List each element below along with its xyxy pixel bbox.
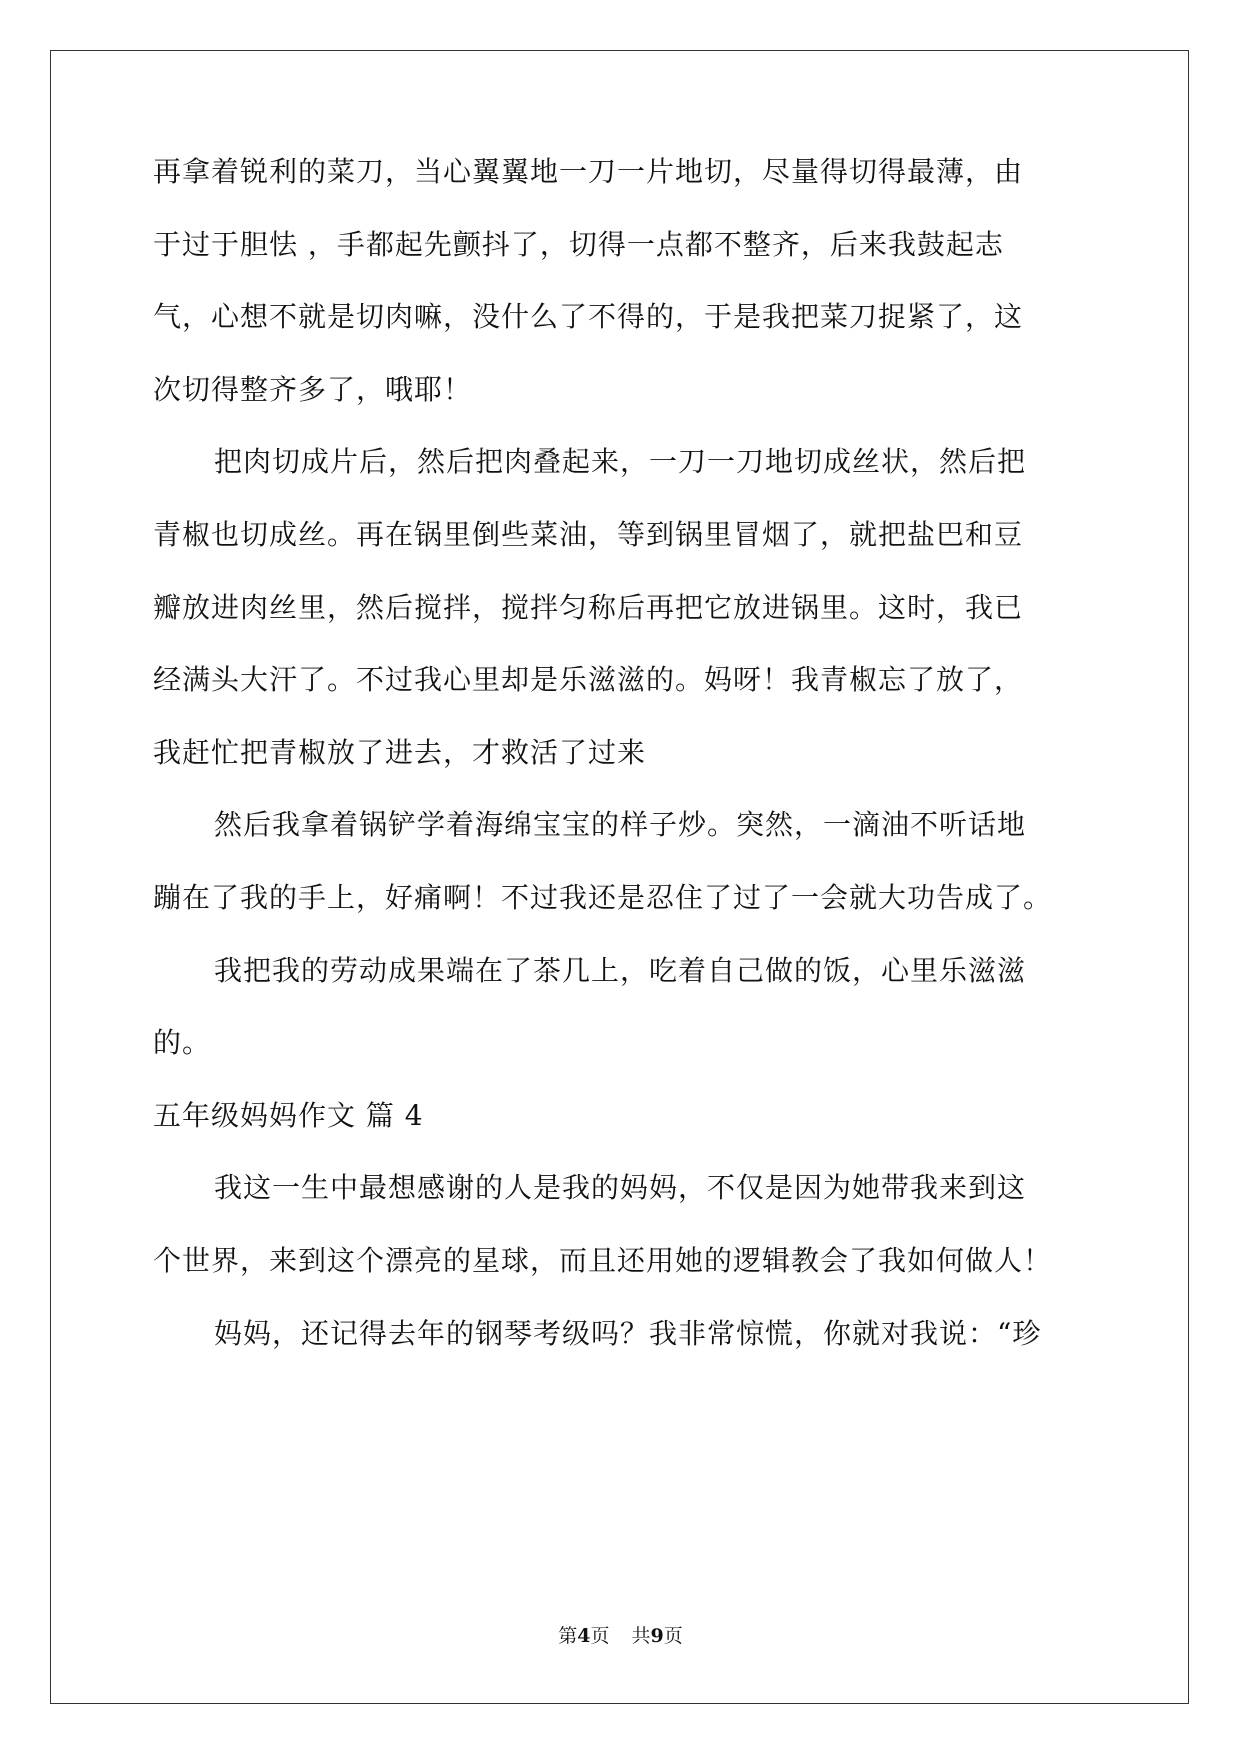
text-line: 我这一生中最想感谢的人是我的妈妈，不仅是因为她带我来到这 [214, 1171, 1027, 1205]
text-line: 气，心想不就是切肉嘛，没什么了不得的，于是我把菜刀捉紧了，这 [153, 300, 1024, 334]
text-line: 瓣放进肉丝里，然后搅拌，搅拌匀称后再把它放进锅里。这时，我已 [153, 590, 1024, 624]
text-line: 五年级妈妈作文 篇 4 [153, 1098, 424, 1132]
text-line: 把肉切成片后，然后把肉叠起来，一刀一刀地切成丝状，然后把 [214, 445, 1027, 479]
text-line: 妈妈，还记得去年的钢琴考级吗？我非常惊慌，你就对我说：“珍 [214, 1316, 1042, 1350]
text-line: 青椒也切成丝。再在锅里倒些菜油，等到锅里冒烟了，就把盐巴和豆 [153, 518, 1024, 551]
text-line: 经满头大汗了。不过我心里却是乐滋滋的。妈呀！我青椒忘了放了， [153, 663, 1024, 697]
text-line: 次切得整齐多了，哦耶！ [153, 372, 473, 406]
text-line: 我把我的劳动成果端在了茶几上，吃着自己做的饭，心里乐滋滋 [214, 953, 1027, 987]
text-line: 的。 [153, 1026, 212, 1060]
page-current: 4 [577, 1625, 591, 1647]
text-line: 于过于胆怯 ，手都起先颤抖了，切得一点都不整齐，后来我鼓起志 [153, 227, 1004, 261]
text-line: 蹦在了我的手上，好痛啊！不过我还是忍住了过了一会就大功告成了。 [153, 881, 1053, 914]
total-suffix: 页 [663, 1625, 683, 1647]
page-suffix: 页 [590, 1625, 610, 1647]
page-footer [0, 1624, 1241, 1648]
text-line: 再拿着锐利的菜刀，当心翼翼地一刀一片地切，尽量得切得最薄，由 [153, 155, 1024, 188]
text-line: 然后我拿着锅铲学着海绵宝宝的样子炒。突然，一滴油不听话地 [214, 808, 1027, 842]
page-prefix: 第 [558, 1625, 578, 1647]
total-prefix: 共 [631, 1625, 651, 1647]
text-line: 个世界，来到这个漂亮的星球，而且还用她的逻辑教会了我如何做人！ [153, 1244, 1053, 1277]
text-line: 我赶忙把青椒放了进去，才救活了过来 [153, 735, 647, 769]
page-total: 9 [650, 1625, 664, 1647]
